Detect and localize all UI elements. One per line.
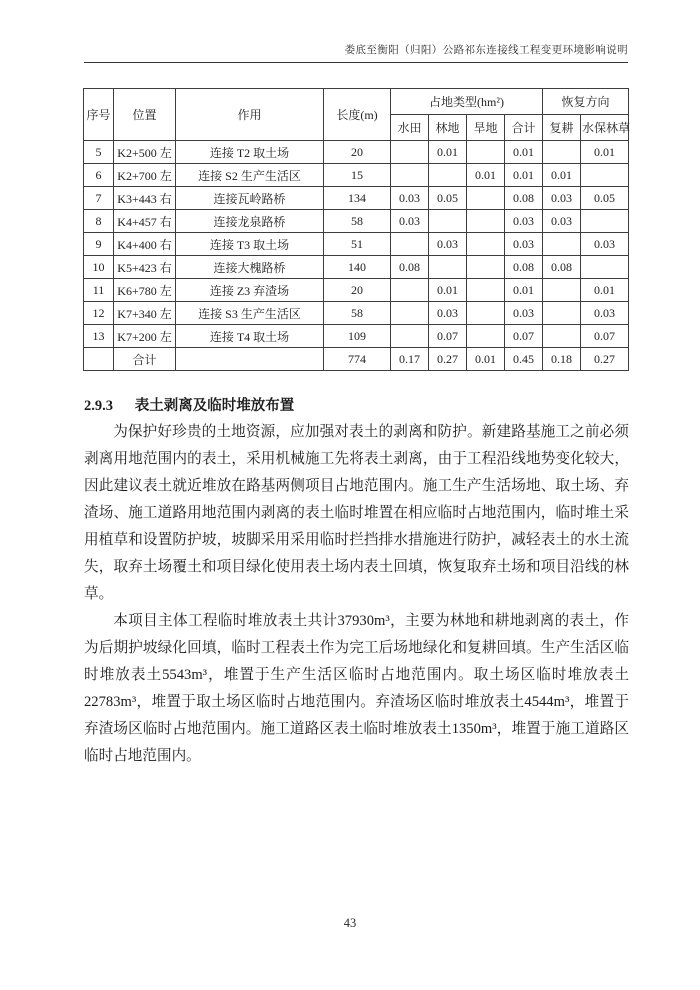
cell-refarm: 0.03 [543,210,581,233]
cell-seq: 6 [84,164,114,187]
header-function: 作用 [176,89,324,141]
table-row [84,279,629,302]
cell-paddy: 0.08 [391,256,429,279]
header-forest: 林地 [429,115,467,141]
cell-soil-forest: 0.03 [581,302,629,325]
table-row [84,187,629,210]
table-row [84,233,629,256]
cell-dry: 0.01 [467,348,505,371]
cell-dry [467,210,505,233]
cell-paddy: 0.03 [391,187,429,210]
cell-soil-forest: 0.01 [581,279,629,302]
cell-location: K2+700 左 [114,164,176,187]
cell-total: 0.01 [505,279,543,302]
cell-function: 连接大槐路桥 [176,256,324,279]
cell-function: 连接龙泉路桥 [176,210,324,233]
header-group-land-type: 占地类型(hm²) [391,89,543,115]
cell-function: 连接 T4 取土场 [176,325,324,348]
cell-refarm: 0.08 [543,256,581,279]
cell-length: 109 [324,325,391,348]
cell-seq: 8 [84,210,114,233]
cell-refarm [543,141,581,164]
cell-dry [467,325,505,348]
cell-paddy: 0.03 [391,210,429,233]
cell-refarm [543,325,581,348]
header-length: 长度(m) [324,89,391,141]
cell-forest: 0.05 [429,187,467,210]
cell-location: K7+340 左 [114,302,176,325]
cell-dry [467,233,505,256]
cell-soil-forest [581,164,629,187]
cell-location: K2+500 左 [114,141,176,164]
cell-forest [429,210,467,233]
cell-total: 0.08 [505,256,543,279]
cell-length: 58 [324,302,391,325]
table-row [84,325,629,348]
cell-location: K3+443 右 [114,187,176,210]
cell-soil-forest [581,256,629,279]
cell-paddy [391,302,429,325]
running-header-title: 娄底至衡阳（归阳）公路祁东连接线工程变更环境影响说明 [344,45,628,56]
cell-refarm: 0.03 [543,187,581,210]
cell-length: 20 [324,279,391,302]
cell-function: 连接 S3 生产生活区 [176,302,324,325]
cell-refarm [543,279,581,302]
running-header [84,42,628,63]
cell-length: 15 [324,164,391,187]
cell-forest [429,164,467,187]
cell-refarm: 0.18 [543,348,581,371]
cell-paddy [391,279,429,302]
page-number: 43 [343,916,357,930]
cell-length: 140 [324,256,391,279]
header-seq: 序号 [84,89,114,141]
cell-dry [467,256,505,279]
cell-seq: 11 [84,279,114,302]
cell-length: 51 [324,233,391,256]
section-title: 表土剥离及临时堆放布置 [134,398,295,414]
cell-location: K5+423 右 [114,256,176,279]
header-soil-forest: 水保林草 [581,115,629,141]
cell-function [176,348,324,371]
cell-total: 0.03 [505,302,543,325]
paragraph-topsoil-volumes: 本项目主体工程临时堆放表土共计37930m³，主要为林地和耕地剥离的表土，作为后期护坡绿化回填，临时工程表土作为完工后场地绿化和复耕回填。生产生活区临时堆放表土5543m³，堆置于生产生活区临时占地范围内。取土场区临时堆放表土22783m³，堆置于取土场区临时占地范围内。弃渣场区临时堆放表土4544m³，堆置于弃渣场区临时占地范围内。施工道路区表土临时堆放表土1350m³，堆置于施工道路区临时占地范围内。 [84,613,629,764]
cell-length: 774 [324,348,391,371]
cell-location: K6+780 左 [114,279,176,302]
section-heading [84,393,629,420]
cell-seq: 5 [84,141,114,164]
cell-function: 连接瓦岭路桥 [176,187,324,210]
cell-total: 0.03 [505,233,543,256]
cell-soil-forest: 0.01 [581,141,629,164]
cell-refarm: 0.01 [543,164,581,187]
cell-paddy: 0.17 [391,348,429,371]
cell-seq [84,348,114,371]
cell-forest: 0.07 [429,325,467,348]
table-total-row [84,348,629,371]
cell-function: 连接 T3 取土场 [176,233,324,256]
cell-soil-forest: 0.05 [581,187,629,210]
cell-dry [467,302,505,325]
cell-dry: 0.01 [467,164,505,187]
table-row [84,164,629,187]
cell-dry [467,141,505,164]
cell-forest: 0.03 [429,233,467,256]
cell-total: 0.08 [505,187,543,210]
cell-soil-forest: 0.27 [581,348,629,371]
cell-total: 0.45 [505,348,543,371]
cell-forest [429,256,467,279]
body-text [84,419,629,770]
cell-seq: 12 [84,302,114,325]
cell-forest: 0.01 [429,279,467,302]
cell-seq: 10 [84,256,114,279]
cell-forest: 0.03 [429,302,467,325]
cell-total: 0.01 [505,164,543,187]
land-occupation-table [83,88,629,371]
header-refarm: 复耕 [543,115,581,141]
table-row [84,256,629,279]
cell-location: K4+400 右 [114,233,176,256]
cell-refarm [543,302,581,325]
cell-paddy [391,233,429,256]
table-row [84,210,629,233]
cell-location: K4+457 右 [114,210,176,233]
cell-soil-forest: 0.07 [581,325,629,348]
cell-total: 0.07 [505,325,543,348]
cell-soil-forest [581,210,629,233]
cell-seq: 9 [84,233,114,256]
cell-function: 连接 S2 生产生活区 [176,164,324,187]
cell-forest: 0.01 [429,141,467,164]
header-dry: 旱地 [467,115,505,141]
cell-soil-forest: 0.03 [581,233,629,256]
cell-length: 20 [324,141,391,164]
paragraph-topsoil-protection: 为保护好珍贵的土地资源，应加强对表土的剥离和防护。新建路基施工之前必须剥离用地范围内的表土，采用机械施工先将表土剥离，由于工程沿线地势变化较大，因此建议表土就近堆放在路基两侧项目占地范围内。施工生产生活场地、取土场、弃渣场、施工道路用地范围内剥离的表土临时堆置在相应临时占地范围内，临时堆土采用植草和设置防护坡，坡脚采用采用临时拦挡排水措施进行防护，减轻表土的水土流失，取弃土场覆土和项目绿化使用表土场内表土回填，恢复取弃土场和项目沿线的林草。 [84,424,629,602]
cell-length: 58 [324,210,391,233]
cell-paddy [391,325,429,348]
cell-total-label: 合计 [114,348,176,371]
table-header-row-1 [84,89,629,115]
header-group-recovery: 恢复方向 [543,89,629,115]
cell-length: 134 [324,187,391,210]
table-row [84,141,629,164]
table-row [84,302,629,325]
cell-paddy [391,141,429,164]
section-number: 2.9.3 [84,398,113,414]
header-total: 合计 [505,115,543,141]
cell-seq: 7 [84,187,114,210]
cell-paddy [391,164,429,187]
cell-dry [467,187,505,210]
cell-function: 连接 T2 取土场 [176,141,324,164]
cell-total: 0.03 [505,210,543,233]
header-paddy: 水田 [391,115,429,141]
cell-refarm [543,233,581,256]
cell-forest: 0.27 [429,348,467,371]
cell-location: K7+200 左 [114,325,176,348]
cell-dry [467,279,505,302]
header-location: 位置 [114,89,176,141]
cell-total: 0.01 [505,141,543,164]
cell-function: 连接 Z3 弃渣场 [176,279,324,302]
cell-seq: 13 [84,325,114,348]
